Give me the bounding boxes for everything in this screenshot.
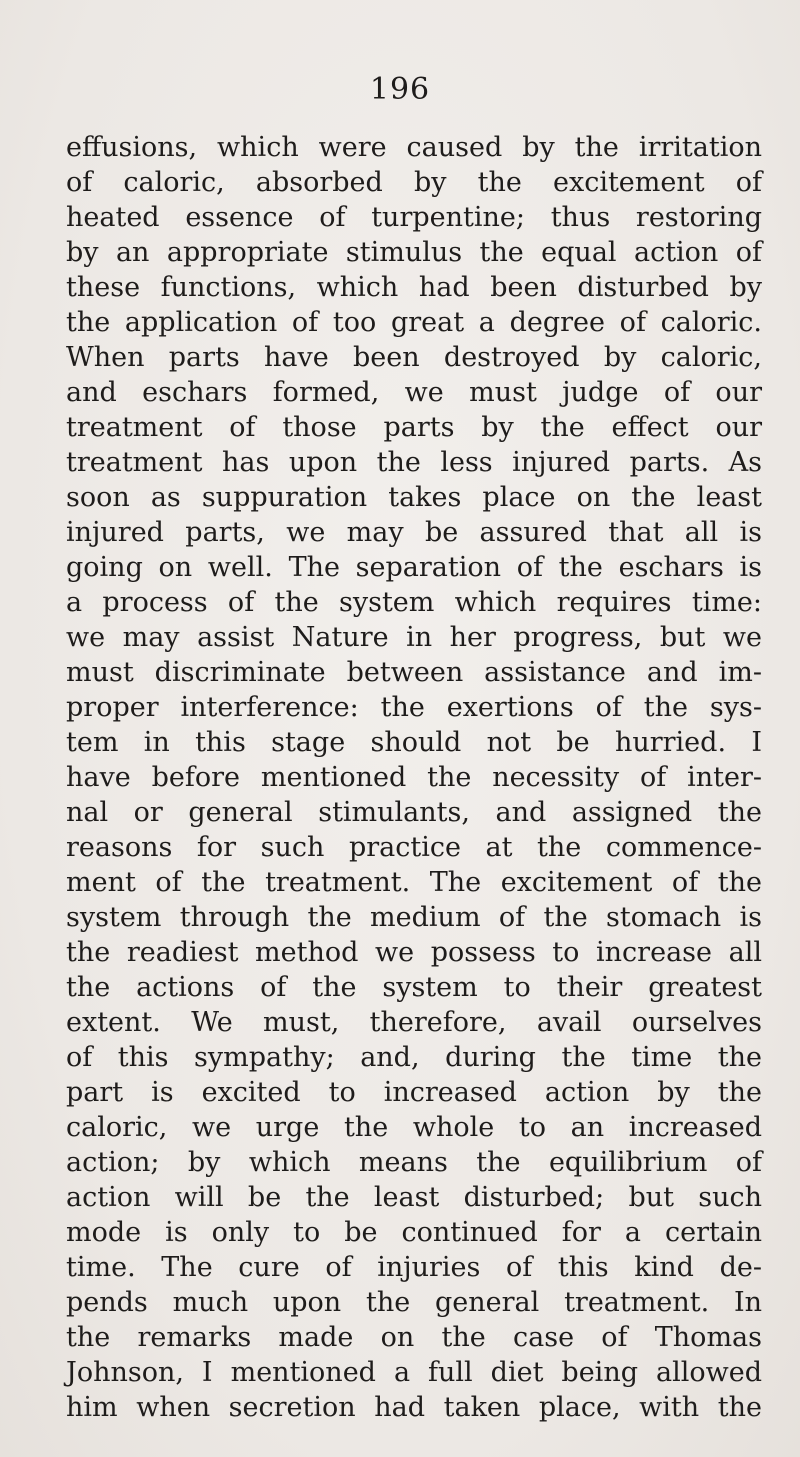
text-line: the remarks made on the case of Thomas — [66, 1322, 762, 1353]
text-line: soon as suppuration takes place on the least — [66, 482, 762, 513]
text-line: by an appropriate stimulus the equal action of — [66, 237, 762, 268]
text-line: caloric, we urge the whole to an increased — [66, 1112, 762, 1143]
text-line: action will be the least disturbed; but such — [66, 1182, 762, 1213]
text-line: and eschars formed, we must judge of our — [66, 377, 762, 408]
text-line: Johnson, I mentioned a full diet being allowed — [66, 1357, 762, 1388]
text-line: treatment has upon the less injured parts. As — [66, 447, 762, 478]
text-line: treatment of those parts by the effect our — [66, 412, 762, 443]
text-line: heated essence of turpentine; thus restoring — [66, 202, 762, 233]
text-line: of caloric, absorbed by the excitement of — [66, 167, 762, 198]
text-line: time. The cure of injuries of this kind de- — [66, 1252, 762, 1283]
text-line: tem in this stage should not be hurried. I — [66, 727, 762, 758]
text-line: reasons for such practice at the commence- — [66, 832, 762, 863]
text-line: mode is only to be continued for a certain — [66, 1217, 762, 1248]
text-line: the application of too great a degree of caloric. — [66, 307, 762, 338]
body-text — [66, 130, 762, 1425]
text-line: the actions of the system to their greatest — [66, 972, 762, 1003]
text-line: effusions, which were caused by the irritation — [66, 132, 762, 163]
text-line: nal or general stimulants, and assigned the — [66, 797, 762, 828]
text-line: we may assist Nature in her progress, but we — [66, 622, 762, 653]
text-line: system through the medium of the stomach is — [66, 902, 762, 933]
text-line: ment of the treatment. The excitement of the — [66, 867, 762, 898]
text-line: these functions, which had been disturbed by — [66, 272, 762, 303]
text-line: must discriminate between assistance and im- — [66, 657, 762, 688]
text-line: When parts have been destroyed by caloric, — [66, 342, 762, 373]
text-line: have before mentioned the necessity of inter- — [66, 762, 762, 793]
text-line: pends much upon the general treatment. In — [66, 1287, 762, 1318]
text-line: the readiest method we possess to increase all — [66, 937, 762, 968]
text-line: of this sympathy; and, during the time the — [66, 1042, 762, 1073]
page-number: 196 — [369, 72, 431, 107]
text-line: action; by which means the equilibrium of — [66, 1147, 762, 1178]
text-line: part is excited to increased action by the — [66, 1077, 762, 1108]
text-line: him when secretion had taken place, with the — [66, 1392, 762, 1423]
text-line: injured parts, we may be assured that all is — [66, 517, 762, 548]
text-line: proper interference: the exertions of the sys- — [66, 692, 762, 723]
text-line: extent. We must, therefore, avail ourselves — [66, 1007, 762, 1038]
text-line: going on well. The separation of the eschars is — [66, 552, 762, 583]
text-line: a process of the system which requires time: — [66, 587, 762, 618]
